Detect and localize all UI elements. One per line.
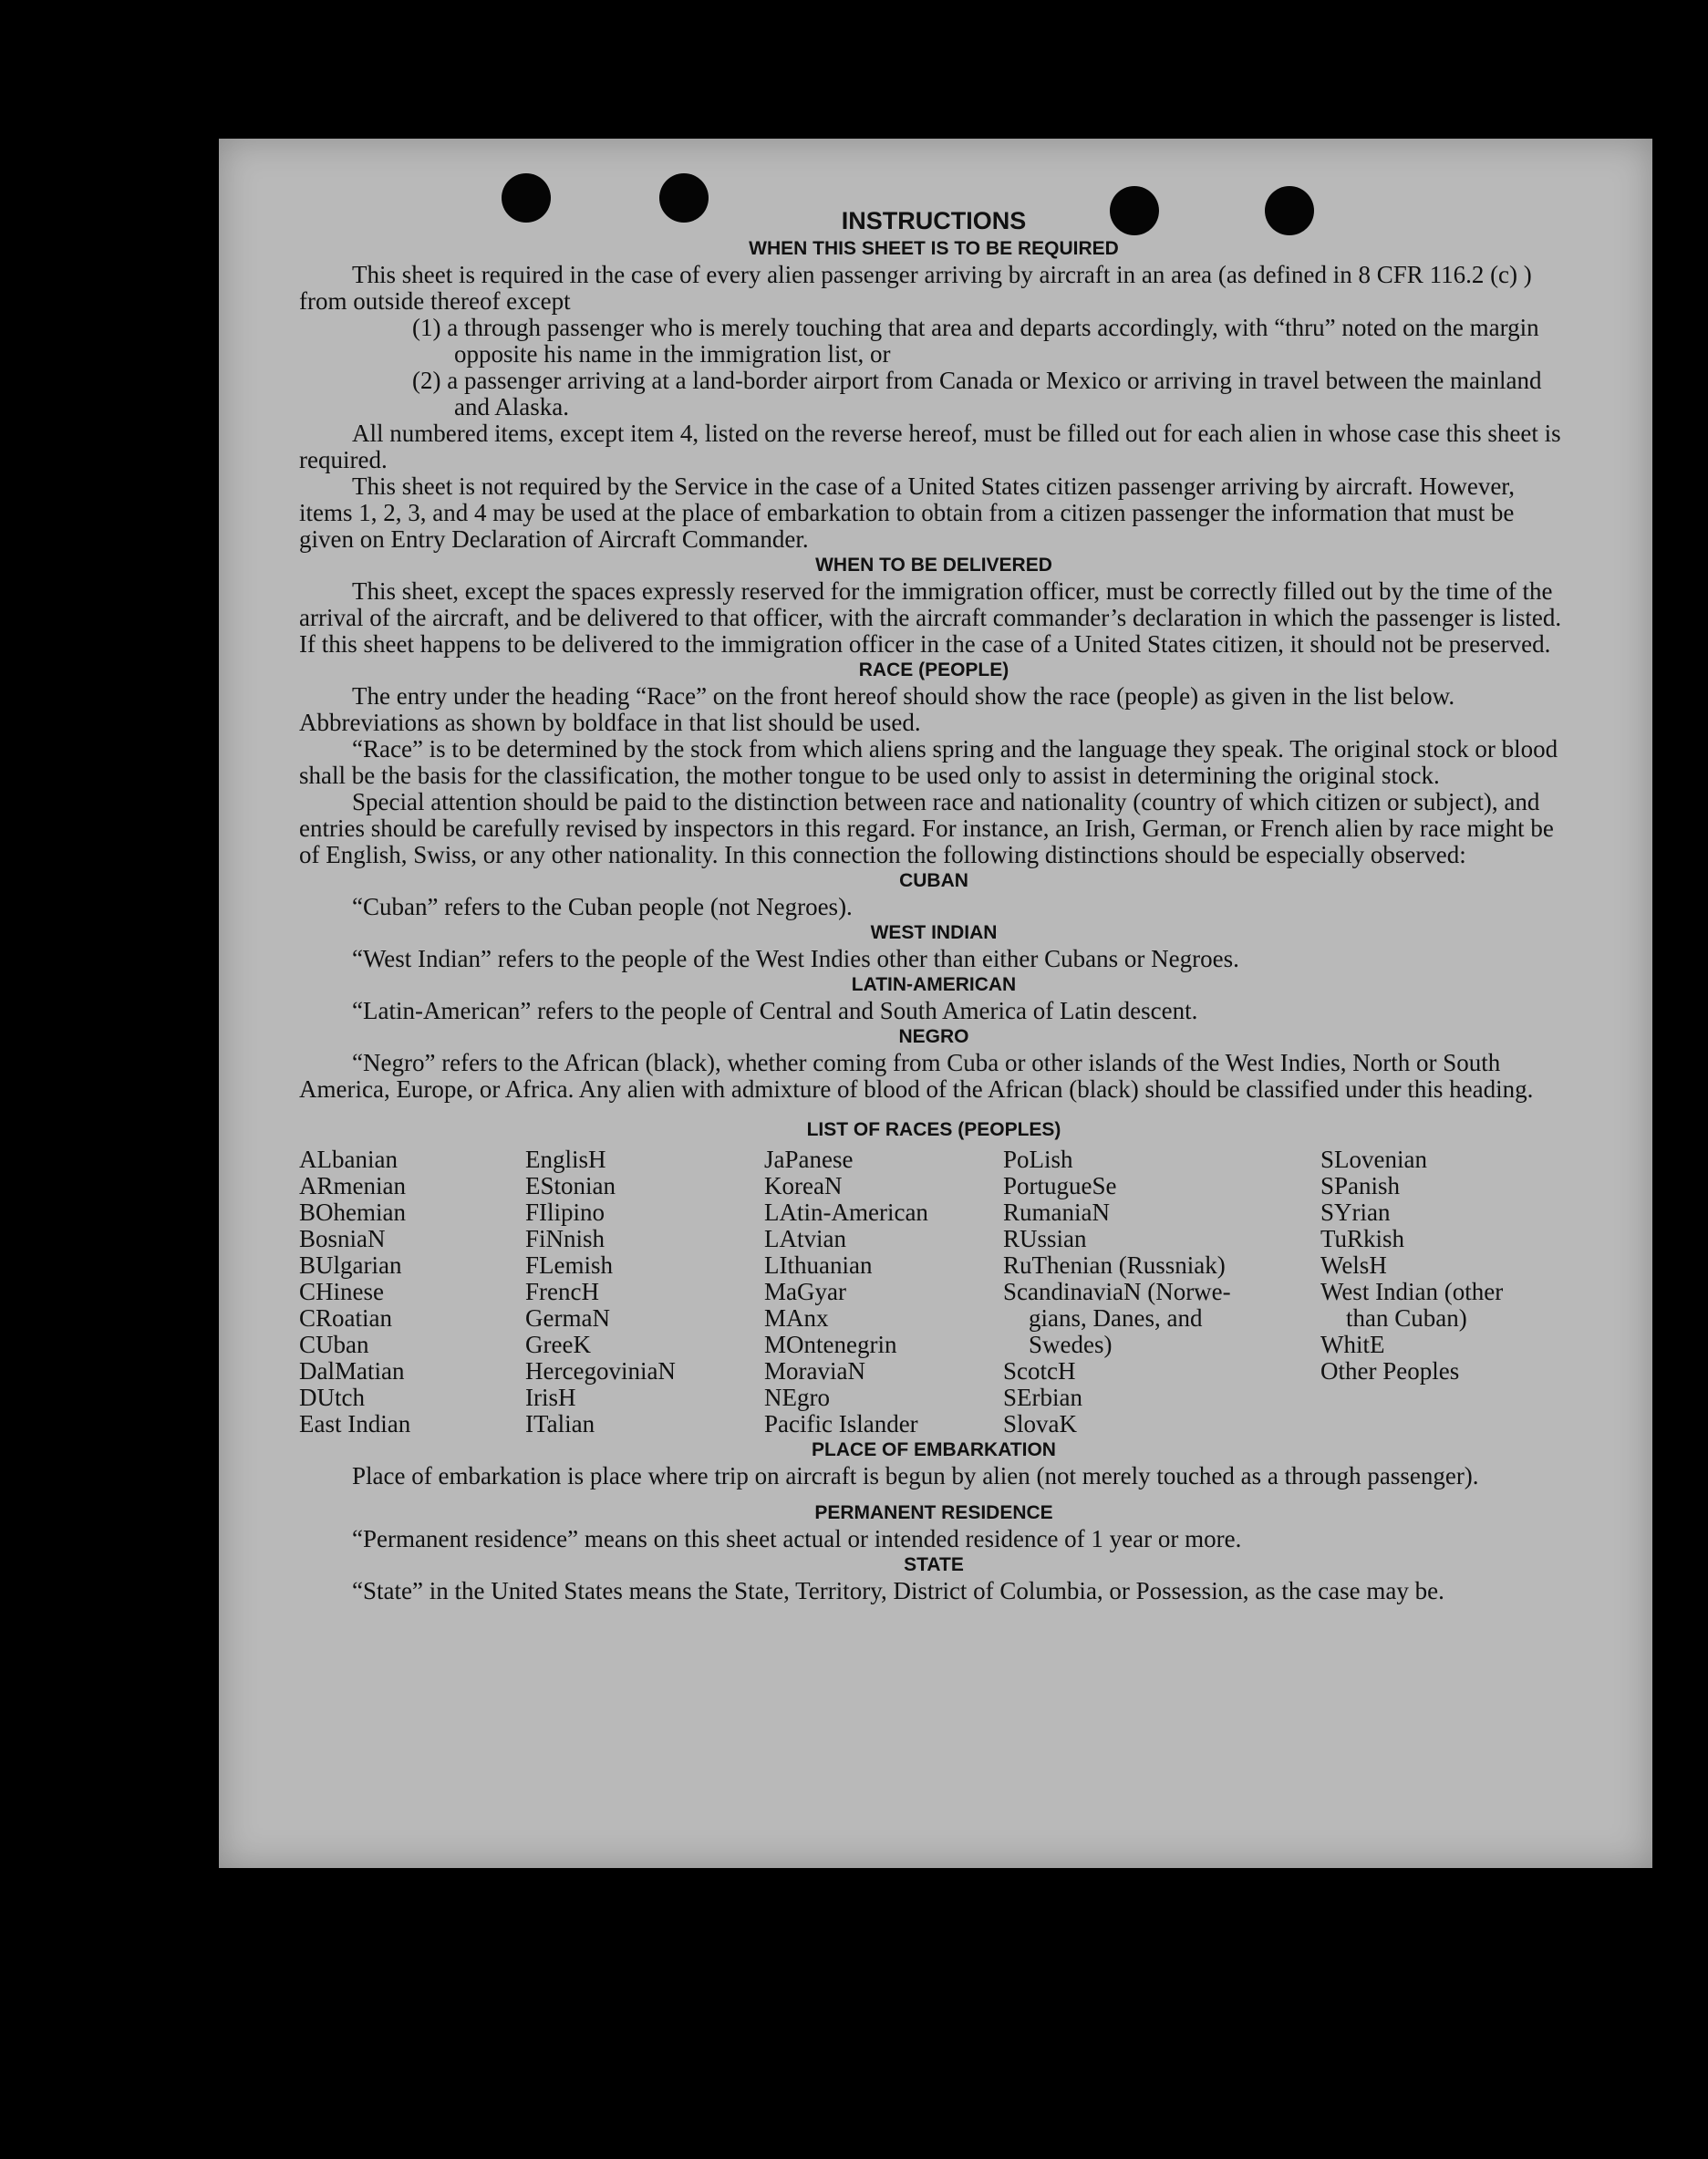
race-entry: LAtin-American xyxy=(764,1199,928,1226)
race-entry: BOhemian xyxy=(299,1199,406,1226)
race-entry: WhitE xyxy=(1320,1331,1385,1358)
heading-when-required: WHEN THIS SHEET IS TO BE REQUIRED xyxy=(749,238,1119,259)
race-entry: CHinese xyxy=(299,1278,384,1305)
race-entry: ITalian xyxy=(525,1410,595,1438)
race-entry: DUtch xyxy=(299,1384,365,1411)
heading-place-of-embarkation: PLACE OF EMBARKATION xyxy=(812,1439,1056,1460)
race-entry: FrencH xyxy=(525,1278,599,1305)
race-entry: FLemish xyxy=(525,1251,614,1279)
race-entry: SPanish xyxy=(1320,1172,1401,1199)
paragraph: The entry under the heading “Race” on the front hereof should show the race (people) as given in the list below. Abbreviations as shown by boldface in that list should be used. xyxy=(299,682,1455,736)
race-entry: MoraviaN xyxy=(764,1357,865,1385)
paragraph: Place of embarkation is place where trip on aircraft is begun by alien (not merely touched as a through passenger). xyxy=(352,1462,1479,1490)
race-entry: BosniaN xyxy=(299,1225,386,1252)
paragraph: This sheet, except the spaces expressly reserved for the immigration officer, must be correctly filled out by the time of the arrival of the aircraft, and be delivered to that officer, with the aircraft commander’s declaration in which the passenger is listed. If this sheet happens to be delivered to the immigration officer in the case of a United States citizen, it should not be preserved. xyxy=(299,577,1562,658)
race-entry: ALbanian xyxy=(299,1146,398,1173)
race-entry: GreeK xyxy=(525,1331,591,1358)
document-sheet xyxy=(219,139,1652,1868)
heading-negro: NEGRO xyxy=(898,1026,969,1047)
race-entry: HercegoviniaN xyxy=(525,1357,676,1385)
heading-race: RACE (PEOPLE) xyxy=(858,659,1009,680)
definition: “West Indian” refers to the people of the West Indies other than either Cubans or Negroes. xyxy=(352,945,1239,972)
paragraph: All numbered items, except item 4, listed on the reverse hereof, must be filled out for each alien in whose case this sheet is required. xyxy=(299,420,1561,473)
race-entry: CRoatian xyxy=(299,1304,392,1332)
heading-permanent-residence: PERMANENT RESIDENCE xyxy=(814,1502,1053,1523)
race-entry: JaPanese xyxy=(764,1146,854,1173)
paragraph: “State” in the United States means the State, Territory, District of Columbia, or Possession, as the case may be. xyxy=(352,1577,1444,1604)
race-entry: West Indian (other xyxy=(1320,1278,1504,1305)
paragraph: This sheet is required in the case of every alien passenger arriving by aircraft in an area (as defined in 8 CFR 116.2 (c) ) from outside thereof except xyxy=(299,261,1532,315)
list-item: (2) a passenger arriving at a land-border airport from Canada or Mexico or arriving in travel between the mainland and Alaska. xyxy=(412,367,1542,420)
race-entry: FiNnish xyxy=(525,1225,606,1252)
races-column xyxy=(764,1147,1003,1438)
race-entry: EnglisH xyxy=(525,1146,606,1173)
race-entry: FIlipino xyxy=(525,1199,606,1226)
heading-list-of-races: LIST OF RACES (PEOPLES) xyxy=(806,1119,1061,1140)
heading-when-delivered: WHEN TO BE DELIVERED xyxy=(815,555,1052,576)
race-entry: DalMatian xyxy=(299,1357,405,1385)
race-entry: LIthuanian xyxy=(764,1251,873,1279)
races-column xyxy=(1003,1147,1320,1438)
race-entry: GermaN xyxy=(525,1304,610,1332)
definition: “Latin-American” refers to the people of Central and South America of Latin descent. xyxy=(352,997,1198,1024)
race-entry: MOntenegrin xyxy=(764,1331,897,1358)
paragraph: Special attention should be paid to the distinction between race and nationality (country of which citizen or subject), and entries should be carefully revised by inspectors in this regard. For instance, an Irish, German, or French alien by race might be of English, Swiss, or any other nationality. In this connection the following distinctions should be especially observed: xyxy=(299,788,1554,868)
definition: “Negro” refers to the African (black), whether coming from Cuba or other islands of the West Indies, North or South America, Europe, or Africa. Any alien with admixture of blood of the African (black) should be classified under this heading. xyxy=(299,1049,1534,1103)
race-entry: SLovenian xyxy=(1320,1146,1427,1173)
race-entry: Other Peoples xyxy=(1320,1357,1460,1385)
paragraph: This sheet is not required by the Service in the case of a United States citizen passenger arriving by aircraft. However, items 1, 2, 3, and 4 may be used at the place of embarkation to obtain from a citizen passenger the information that must be given on Entry Declaration of Aircraft Commander. xyxy=(299,472,1515,553)
race-entry: RUssian xyxy=(1003,1225,1087,1252)
race-entry: ScotcH xyxy=(1003,1357,1076,1385)
definition: “Cuban” refers to the Cuban people (not Negroes). xyxy=(352,893,853,920)
race-entry: WelsH xyxy=(1320,1251,1387,1279)
race-entry: Pacific Islander xyxy=(764,1410,918,1438)
race-entry: SYrian xyxy=(1320,1199,1391,1226)
race-entry: MAnx xyxy=(764,1304,829,1332)
race-entry: RumaniaN xyxy=(1003,1199,1110,1226)
paragraph: “Permanent residence” means on this sheet actual or intended residence of 1 year or more. xyxy=(352,1525,1242,1552)
race-entry: East Indian xyxy=(299,1410,411,1438)
race-entry: Swedes) xyxy=(1029,1331,1113,1358)
race-entry: PortugueSe xyxy=(1003,1172,1117,1199)
race-entry: RuThenian (Russniak) xyxy=(1003,1251,1226,1279)
page-title: INSTRUCTIONS xyxy=(841,207,1027,234)
race-entry: IrisH xyxy=(525,1384,576,1411)
race-entry: ScandinaviaN (Norwe- xyxy=(1003,1278,1231,1305)
race-entry: TuRkish xyxy=(1320,1225,1405,1252)
race-entry: KoreaN xyxy=(764,1172,843,1199)
race-entry: SErbian xyxy=(1003,1384,1082,1411)
race-entry: gians, Danes, and xyxy=(1029,1304,1203,1332)
heading-latin-american: LATIN-AMERICAN xyxy=(851,974,1017,995)
race-entry: EStonian xyxy=(525,1172,616,1199)
race-entry: LAtvian xyxy=(764,1225,846,1252)
race-entry: than Cuban) xyxy=(1346,1304,1467,1332)
paragraph: “Race” is to be determined by the stock from which aliens spring and the language they speak. The original stock or blood shall be the basis for the classification, the mother tongue to be used only to assist in determining the original stock. xyxy=(299,735,1558,789)
races-column xyxy=(525,1147,764,1438)
races-list xyxy=(299,1147,1568,1438)
races-column xyxy=(299,1147,525,1438)
race-entry: NEgro xyxy=(764,1384,830,1411)
race-entry: MaGyar xyxy=(764,1278,846,1305)
race-entry: PoLish xyxy=(1003,1146,1073,1173)
races-column xyxy=(1320,1147,1568,1438)
race-entry: ARmenian xyxy=(299,1172,406,1199)
heading-cuban: CUBAN xyxy=(899,870,968,891)
race-entry: BUlgarian xyxy=(299,1251,402,1279)
heading-west-indian: WEST INDIAN xyxy=(870,922,998,943)
race-entry: SlovaK xyxy=(1003,1410,1077,1438)
heading-state: STATE xyxy=(904,1554,964,1575)
list-item: (1) a through passenger who is merely touching that area and departs accordingly, with “thru” noted on the margin opposite his name in the immigration list, or xyxy=(412,314,1539,368)
instructions-content xyxy=(299,202,1568,1604)
race-entry: CUban xyxy=(299,1331,369,1358)
